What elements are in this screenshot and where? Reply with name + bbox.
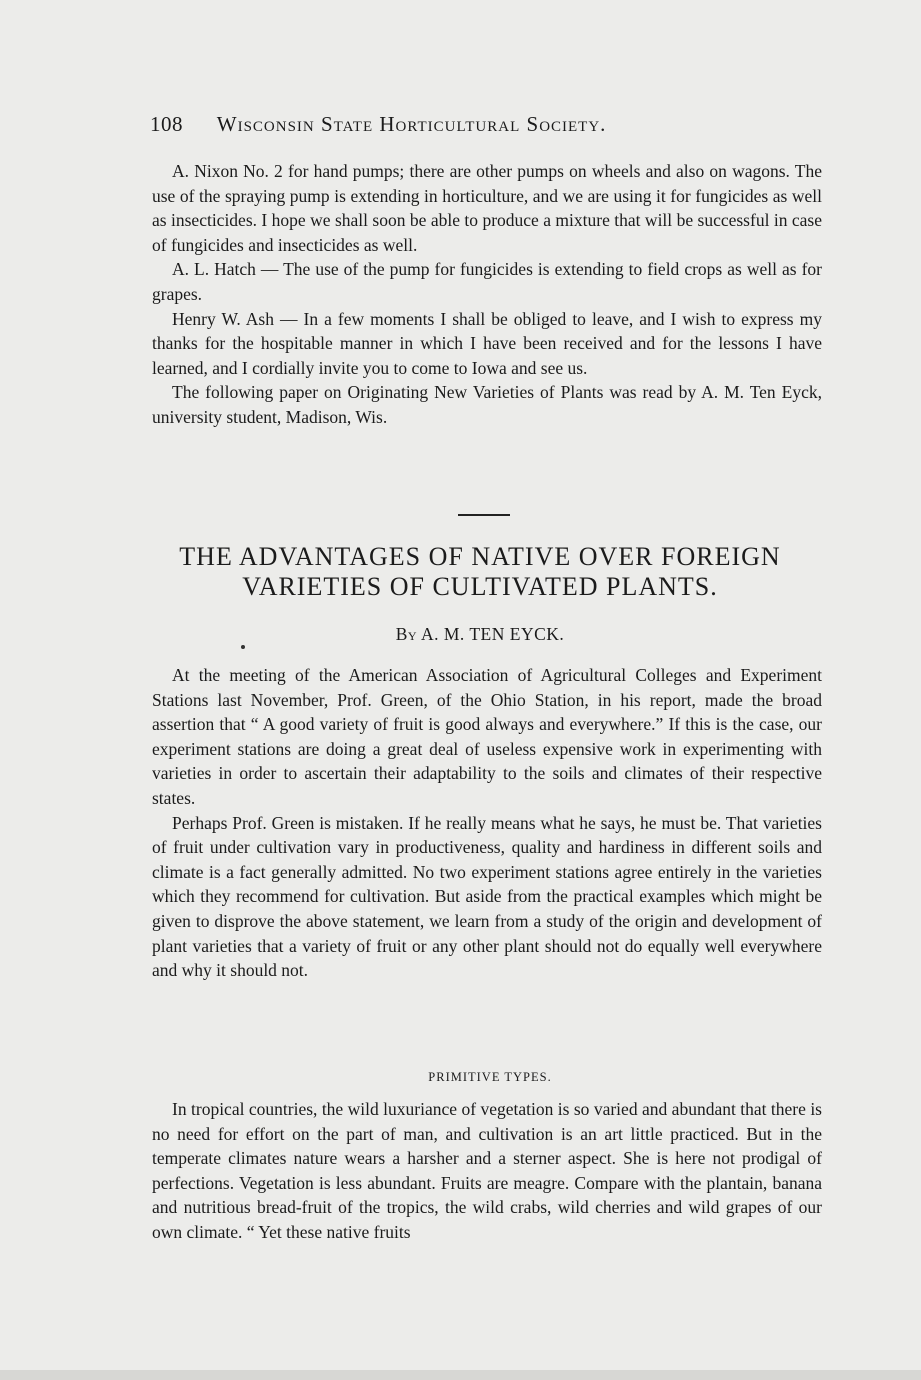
discussion-paragraph: A. L. Hatch — The use of the pump for fungicides is extending to field crops as well as for grapes.: [152, 259, 822, 304]
article-byline: [130, 624, 830, 645]
discussion-text: [152, 159, 822, 430]
section-body: [152, 1097, 822, 1245]
discussion-paragraph: Henry W. Ash — In a few moments I shall be obliged to leave, and I wish to express my thanks for the hospitable manner in which I have been received and for the lessons I have learned, and I cordially invite you to come to Iowa and see us.: [152, 308, 822, 378]
print-speck: [241, 645, 245, 649]
section-heading: PRIMITIVE TYPES.: [428, 1070, 552, 1084]
section-paragraph: In tropical countries, the wild luxuriance of vegetation is so varied and abundant that there is no need for effort on the part of man, and cultivation is an art little practiced. But in the temperate climates nature wears a harsher and a sterner aspect. She is here not prodigal of perfections. Vegetation is less abundant. Fruits are meagre. Compare with the plantain, banana and nutritious bread-fruit of the tropics, the wild crabs, wild cherries and wild grapes of our own climate. “ Yet these native fruits: [152, 1099, 822, 1242]
discussion-paragraph: The following paper on Originating New Varieties of Plants was read by A. M. Ten Eyck, university student, Madison, Wis.: [152, 382, 822, 427]
byline-author: A. M. TEN EYCK.: [420, 624, 565, 644]
page-edge: [0, 1370, 921, 1380]
article-paragraph: Perhaps Prof. Green is mistaken. If he really means what he says, he must be. That varieties of fruit under cultivation vary in productiveness, quality and hardiness in different soils and climate is a fact generally admitted. No two experiment stations agree entirely in the varieties which they recommend for cultivation. But aside from the practical examples which might be given to disprove the above statement, we learn from a study of the origin and development of plant varieties that a variety of fruit or any other plant should not do equally well everywhere and why it should not.: [152, 812, 822, 981]
page-number: 108: [150, 112, 183, 136]
article-title-line: VARIETIES OF CULTIVATED PLANTS.: [242, 572, 718, 601]
article-body: [152, 663, 822, 983]
running-head-title: Wisconsin State Horticultural Society.: [216, 112, 607, 136]
running-head: [150, 112, 740, 137]
article-title-line: THE ADVANTAGES OF NATIVE OVER FOREIGN: [179, 542, 781, 571]
article-paragraph: At the meeting of the American Association of Agricultural Colleges and Experiment Stations last November, Prof. Green, of the Ohio Station, in his report, made the broad assertion that “ A good variety of fruit is good always and everywhere.” If this is the case, our experiment stations are doing a great deal of useless expensive work in experimenting with varieties in order to ascertain their adaptability to the soils and climates of their respective states.: [152, 665, 822, 808]
section-divider: [458, 514, 510, 516]
byline-prefix: By: [395, 624, 418, 644]
discussion-paragraph: A. Nixon No. 2 for hand pumps; there are other pumps on wheels and also on wagons. The use of the spraying pump is extending in horticulture, and we are using it for fungicides as well as insecticides. I hope we shall soon be able to produce a mixture that will be successful in case of fungicides and insecticides as well.: [152, 161, 822, 255]
article-title: [130, 542, 830, 602]
